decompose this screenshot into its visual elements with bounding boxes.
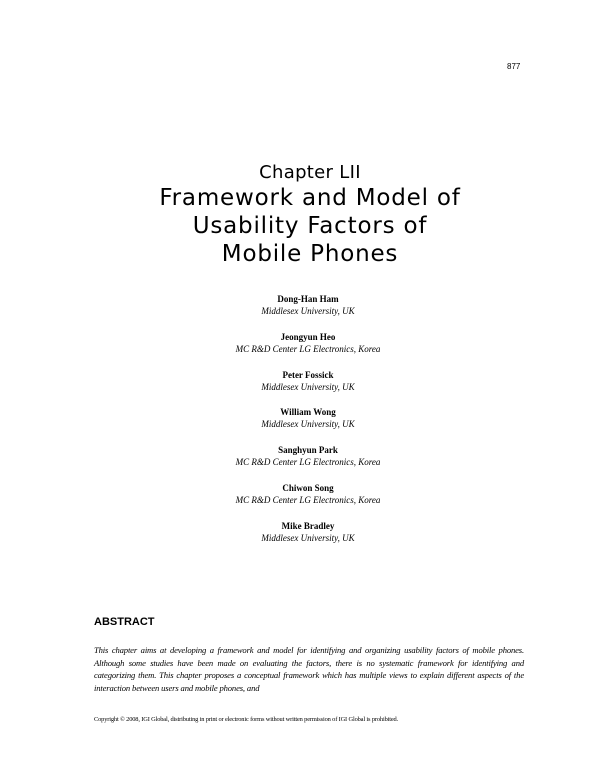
author-entry [0,293,600,331]
author-name: Jeongyun Heo [280,331,336,342]
author-entry [0,444,600,482]
chapter-label: Chapter LII [259,162,361,183]
author-entry [0,520,600,558]
author-entry [0,331,600,369]
author-affiliation: Middlesex University, UK [261,532,355,543]
author-name: Sanghyun Park [278,445,338,456]
author-name: Mike Bradley [281,520,335,531]
copyright-notice: Copyright © 2008, IGI Global, distributing in print or electronic forms without written permission of IGI Global is prohibited. [94,716,399,723]
author-list [0,293,600,558]
author-name: Chiwon Song [282,482,334,493]
page-number: 877 [507,62,521,71]
author-entry [0,369,600,407]
author-name: Dong-Han Ham [277,294,339,304]
chapter-title [0,184,600,268]
author-affiliation: MC R&D Center LG Electronics, Korea [235,457,381,468]
author-entry [0,482,600,520]
abstract-text: This chapter aims at developing a framework and model for identifying and organizing usability factors of mobile phones. Although some studies have been made on evaluating the factors, there is no systematic framework for identifying and categorizing them. This chapter proposes a conceptual framework which has multiple views to explain different aspects of the interaction between users and mobile phones, and [94,645,524,693]
author-affiliation: MC R&D Center LG Electronics, Korea [235,343,381,354]
author-entry [0,406,600,444]
author-name: William Wong [280,407,336,418]
chapter-title-line: Framework and Model of [159,185,461,211]
chapter-title-line: Mobile Phones [221,241,399,267]
abstract-heading: ABSTRACT [94,616,155,628]
author-affiliation: MC R&D Center LG Electronics, Korea [235,494,381,505]
author-name: Peter Fossick [282,369,334,380]
chapter-title-line: Usability Factors of [192,213,428,239]
author-affiliation: Middlesex University, UK [261,381,355,392]
author-affiliation: Middlesex University, UK [261,419,355,430]
author-affiliation: Middlesex University, UK [261,306,355,316]
